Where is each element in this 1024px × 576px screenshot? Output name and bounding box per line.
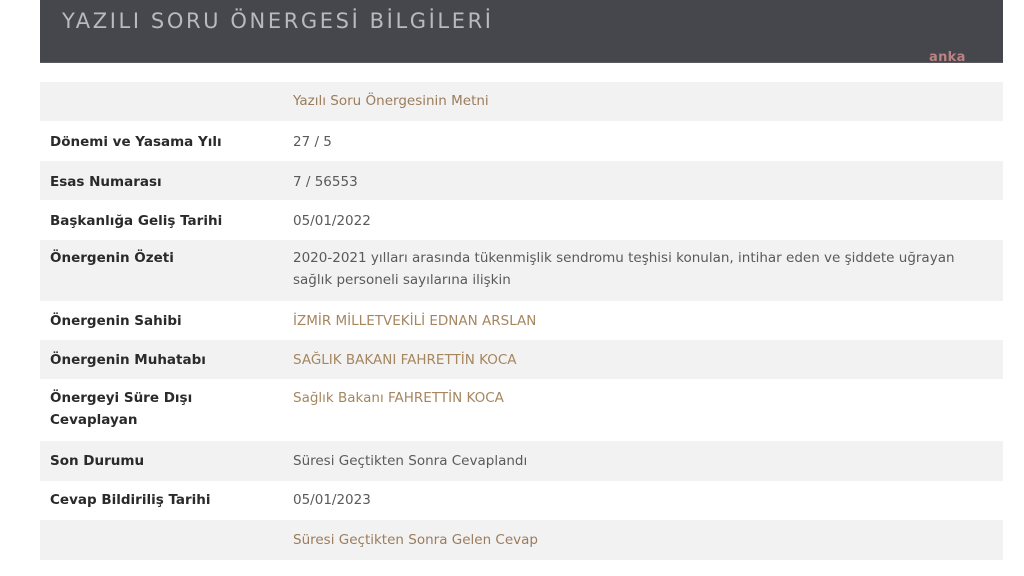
row-label: Son Durumu xyxy=(50,453,145,469)
owner-link[interactable]: İZMİR MİLLETVEKİLİ EDNAN ARSLAN xyxy=(293,313,537,329)
row-label: Esas Numarası xyxy=(50,174,162,190)
table-row-answer-date xyxy=(40,481,1003,520)
table-row-status xyxy=(40,441,1003,481)
row-label: Dönemi ve Yasama Yılı xyxy=(50,134,222,150)
watermark: anka xyxy=(929,50,966,65)
row-value: 05/01/2022 xyxy=(293,213,371,229)
table-row-period xyxy=(40,121,1003,161)
table-row-number xyxy=(40,161,1003,200)
table-row-arrival-date xyxy=(40,200,1003,240)
page-header xyxy=(40,0,1003,63)
addressee-link[interactable]: SAĞLIK BAKANI FAHRETTİN KOCA xyxy=(293,352,517,368)
row-value: 27 / 5 xyxy=(293,134,332,150)
table-row-responder xyxy=(40,379,1003,441)
row-label: Cevap Bildiriliş Tarihi xyxy=(50,492,211,508)
page-title: YAZILI SORU ÖNERGESİ BİLGİLERİ xyxy=(62,9,494,33)
row-label: Önergenin Muhatabı xyxy=(50,352,206,368)
responder-link[interactable]: Sağlık Bakanı FAHRETTİN KOCA xyxy=(293,390,504,406)
row-label: Önergeyi Süre Dışı Cevaplayan xyxy=(50,390,193,428)
row-value: 2020-2021 yılları arasında tükenmişlik sendromu teşhisi konulan, intihar eden ve şiddete uğrayan sağlık personeli sayılarına ilişkin xyxy=(293,250,955,288)
row-value: Süresi Geçtikten Sonra Cevaplandı xyxy=(293,453,528,469)
table-row-text-link xyxy=(40,82,1003,121)
table-row-summary xyxy=(40,240,1003,301)
row-value: 05/01/2023 xyxy=(293,492,371,508)
question-text-link[interactable]: Yazılı Soru Önergesinin Metni xyxy=(293,93,489,109)
row-label: Önergenin Sahibi xyxy=(50,313,182,329)
table-row-addressee xyxy=(40,340,1003,379)
table-row-answer-link xyxy=(40,520,1003,560)
info-table xyxy=(40,82,1003,560)
row-value: 7 / 56553 xyxy=(293,174,358,190)
late-answer-link[interactable]: Süresi Geçtikten Sonra Gelen Cevap xyxy=(293,532,538,548)
row-label: Önergenin Özeti xyxy=(50,250,174,266)
row-label: Başkanlığa Geliş Tarihi xyxy=(50,213,223,229)
table-row-owner xyxy=(40,301,1003,340)
